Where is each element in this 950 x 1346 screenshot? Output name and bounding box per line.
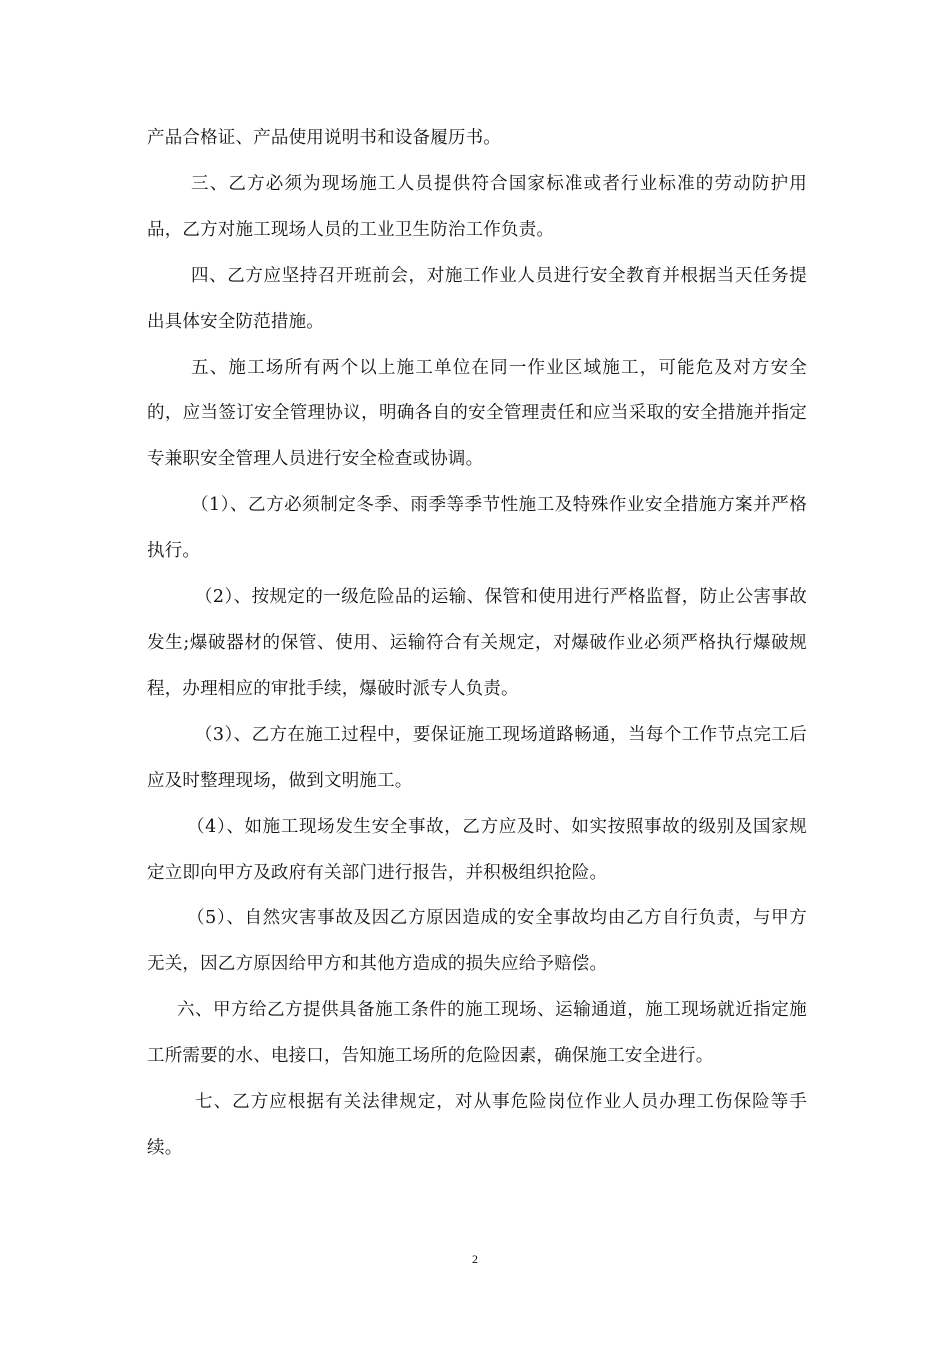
paragraph-sub-3: （3）、乙方在施工过程中，要保证施工现场道路畅通，当每个工作节点完工后应及时整理现场，做到文明施工。: [147, 724, 807, 791]
paragraph-sub-2: （2）、按规定的一级危险品的运输、保管和使用进行严格监督，防止公害事故发生;爆破器材的保管、使用、运输符合有关规定，对爆破作业必须严格执行爆破规程，办理相应的审批手续，爆破时派专人负责。: [147, 587, 807, 699]
paragraph-clause-7: 七、乙方应根据有关法律规定，对从事危险岗位作业人员办理工伤保险等手续。: [147, 1092, 807, 1158]
page-number: 2: [472, 1252, 478, 1266]
document-body: [147, 116, 807, 1172]
paragraph-clause-5: 五、施工场所有两个以上施工单位在同一作业区域施工，可能危及对方安全的，应当签订安全管理协议，明确各自的安全管理责任和应当采取的安全措施并指定专兼职安全管理人员进行安全检查或协调。: [147, 357, 807, 470]
paragraph-continuation: 产品合格证、产品使用说明书和设备履历书。: [147, 128, 501, 148]
paragraph-sub-1: （1）、乙方必须制定冬季、雨季等季节性施工及特殊作业安全措施方案并严格执行。: [147, 495, 807, 562]
paragraph-clause-6: 六、甲方给乙方提供具备施工条件的施工现场、运输通道，施工现场就近指定施工所需要的水、电接口，告知施工场所的危险因素，确保施工安全进行。: [147, 1000, 807, 1067]
paragraph-sub-4: （4）、如施工现场发生安全事故，乙方应及时、如实按照事故的级别及国家规定立即向甲方及政府有关部门进行报告，并积极组织抢险。: [147, 816, 807, 883]
paragraph-clause-3: 三、乙方必须为现场施工人员提供符合国家标准或者行业标准的劳动防护用品，乙方对施工现场人员的工业卫生防治工作负责。: [147, 173, 807, 240]
paragraph-sub-5: （5）、自然灾害事故及因乙方原因造成的安全事故均由乙方自行负责，与甲方无关，因乙方原因给甲方和其他方造成的损失应给予赔偿。: [147, 908, 807, 975]
paragraph-clause-4: 四、乙方应坚持召开班前会，对施工作业人员进行安全教育并根据当天任务提出具体安全防范措施。: [147, 265, 807, 332]
